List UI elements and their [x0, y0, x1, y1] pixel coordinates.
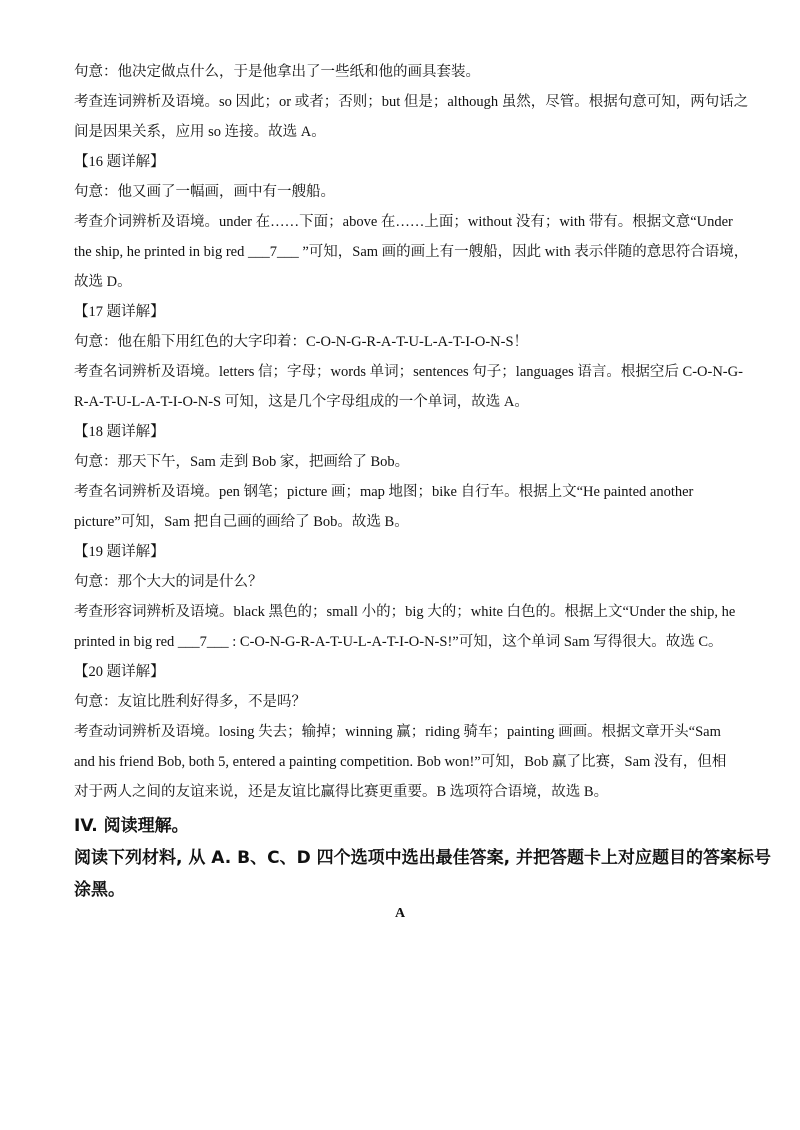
text-line: and his friend Bob, both 5, entered a painting competition. Bob won!”可知，Bob 赢了比赛，Sam 没有，但相 — [74, 754, 727, 770]
text-line: 间是因果关系，应用 so 连接。故选 A。 — [74, 124, 326, 140]
text-line: printed in big red ___7___ : C-O-N-G-R-A-T-U-L-A-T-I-O-N-S!”可知，这个单词 Sam 写得很大。故选 C。 — [74, 634, 723, 650]
text-line: 句意：他在船下用红色的大字印着：C-O-N-G-R-A-T-U-L-A-T-I-O-N-S！ — [74, 334, 529, 350]
text-line: the ship, he printed in big red ___7___ ”可知，Sam 画的画上有一艘船，因此 with 表示伴随的意思符合语境， — [74, 244, 749, 260]
question-header: 【18 题详解】 — [74, 424, 165, 440]
text-line: 故选 D。 — [74, 274, 132, 290]
text-line: 句意：他决定做点什么，于是他拿出了一些纸和他的画具套装。 — [74, 64, 480, 80]
question-header: 【17 题详解】 — [74, 304, 165, 320]
text-line: picture”可知，Sam 把自己画的画给了 Bob。故选 B。 — [74, 514, 409, 530]
text-line: 考查形容词辨析及语境。black 黑色的；small 小的；big 大的；white 白色的。根据上文“Under the ship, he — [74, 604, 736, 620]
section-heading: IV. 阅读理解。 — [74, 816, 189, 836]
text-line: 对于两人之间的友谊来说，还是友谊比赢得比赛更重要。B 选项符合语境，故选 B。 — [74, 784, 609, 800]
question-header: 【16 题详解】 — [74, 154, 165, 170]
question-header: 【19 题详解】 — [74, 544, 165, 560]
text-line: 考查名词辨析及语境。pen 钢笔；picture 画；map 地图；bike 自行车。根据上文“He painted another — [74, 484, 694, 500]
text-line: 句意：他又画了一幅画，画中有一艘船。 — [74, 184, 335, 200]
text-line: 句意：那天下午，Sam 走到 Bob 家，把画给了 Bob。 — [74, 454, 410, 470]
instruction-text: 涂黑。 — [74, 880, 125, 900]
text-line: 考查名词辨析及语境。letters 信；字母；words 单词；sentences 句子；languages 语言。根据空后 C-O-N-G- — [74, 364, 743, 380]
text-line: 考查动词辨析及语境。losing 失去；输掉；winning 赢；riding 骑车；painting 画画。根据文章开头“Sam — [74, 724, 721, 740]
text-line: R-A-T-U-L-A-T-I-O-N-S 可知，这是几个字母组成的一个单词，故选 A。 — [74, 394, 529, 410]
question-header: 【20 题详解】 — [74, 664, 165, 680]
passage-label: A — [394, 906, 406, 921]
text-line: 考查连词辨析及语境。so 因此；or 或者；否则；but 但是；although 虽然，尽管。根据句意可知，两句话之 — [74, 94, 749, 110]
text-line: 句意：友谊比胜利好得多，不是吗？ — [74, 694, 306, 710]
instruction-text: 阅读下列材料, 从 A. B、C、D 四个选项中选出最佳答案, 并把答题卡上对应题目的答案标号 — [74, 848, 771, 868]
text-line: 句意：那个大大的词是什么？ — [74, 574, 263, 590]
text-line: 考查介词辨析及语境。under 在……下面；above 在……上面；without 没有；with 带有。根据文意“Under — [74, 214, 733, 230]
